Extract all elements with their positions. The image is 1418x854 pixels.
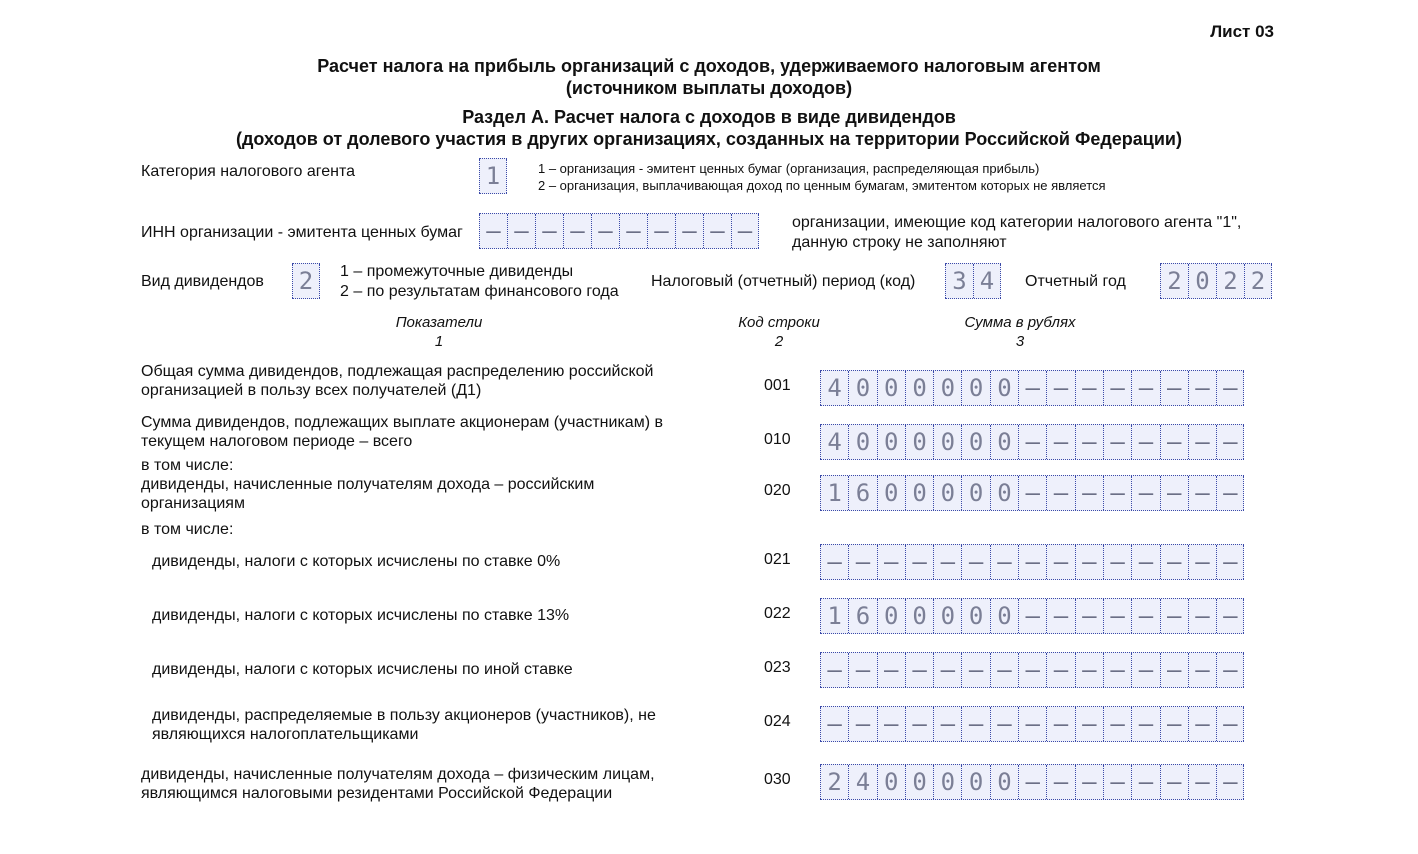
empty-cell: – bbox=[848, 545, 876, 579]
empty-cell: – bbox=[1018, 371, 1046, 405]
dividend-type-option-1: 1 – промежуточные дивиденды bbox=[340, 263, 574, 280]
digit-cell: 2 bbox=[292, 264, 320, 298]
dividend-type-option-2: 2 – по результатам финансового года bbox=[340, 283, 619, 300]
empty-cell: – bbox=[1160, 599, 1188, 633]
empty-cell: – bbox=[1188, 371, 1216, 405]
empty-cell: – bbox=[1018, 765, 1046, 799]
empty-cell: – bbox=[1188, 476, 1216, 510]
empty-cell: – bbox=[1160, 707, 1188, 741]
empty-cell: – bbox=[1103, 545, 1131, 579]
subgroup-prefix: в том числе: bbox=[141, 521, 234, 538]
empty-cell: – bbox=[1103, 599, 1131, 633]
empty-cell: – bbox=[1018, 653, 1046, 687]
empty-cell: – bbox=[877, 545, 905, 579]
form-title-line-1: Расчет налога на прибыль организаций с доходов, удерживаемого налоговым агентом bbox=[317, 56, 1101, 76]
empty-cell: – bbox=[990, 707, 1018, 741]
empty-cell: – bbox=[1018, 476, 1046, 510]
empty-cell: – bbox=[1216, 653, 1244, 687]
row-022-label: дивиденды, налоги с которых исчислены по ставке 13% bbox=[152, 607, 570, 624]
empty-cell: – bbox=[877, 707, 905, 741]
digit-cell: 0 bbox=[990, 425, 1018, 459]
empty-cell: – bbox=[1046, 765, 1074, 799]
dividend-type-field[interactable] bbox=[292, 263, 320, 299]
column-header-line-code: Код строки bbox=[738, 314, 820, 331]
row-024-code: 024 bbox=[764, 713, 791, 730]
digit-cell: 0 bbox=[877, 765, 905, 799]
empty-cell: – bbox=[1075, 653, 1103, 687]
empty-cell: – bbox=[1216, 707, 1244, 741]
sheet-label: Лист 03 bbox=[1210, 22, 1274, 41]
digit-cell: 0 bbox=[990, 599, 1018, 633]
empty-cell: – bbox=[1103, 707, 1131, 741]
row-024-amount-field[interactable] bbox=[820, 706, 1244, 742]
empty-cell: – bbox=[1075, 599, 1103, 633]
row-020-label-line-1: дивиденды, начисленные получателям дохода – российским bbox=[141, 476, 595, 493]
empty-cell: – bbox=[1018, 599, 1046, 633]
digit-cell: 0 bbox=[990, 476, 1018, 510]
digit-cell: 0 bbox=[961, 425, 989, 459]
digit-cell: 0 bbox=[961, 476, 989, 510]
digit-cell: 0 bbox=[961, 371, 989, 405]
inn-note-line-1: организации, имеющие код категории налогового агента "1", bbox=[792, 214, 1242, 231]
digit-cell: 6 bbox=[848, 476, 876, 510]
row-024-label-line-2: являющихся налогоплательщиками bbox=[152, 726, 419, 743]
empty-cell: – bbox=[1188, 599, 1216, 633]
digit-cell: 4 bbox=[820, 425, 848, 459]
row-020-prefix: в том числе: bbox=[141, 457, 234, 474]
inn-label: ИНН организации - эмитента ценных бумаг bbox=[141, 224, 463, 241]
row-021-label: дивиденды, налоги с которых исчислены по ставке 0% bbox=[152, 553, 561, 570]
empty-cell: – bbox=[990, 653, 1018, 687]
row-030-label-line-1: дивиденды, начисленные получателям дохода – физическим лицам, bbox=[141, 766, 655, 783]
empty-cell: – bbox=[647, 214, 675, 248]
empty-cell: – bbox=[1018, 545, 1046, 579]
empty-cell: – bbox=[1160, 653, 1188, 687]
empty-cell: – bbox=[535, 214, 563, 248]
empty-cell: – bbox=[1216, 545, 1244, 579]
empty-cell: – bbox=[1131, 371, 1159, 405]
empty-cell: – bbox=[848, 707, 876, 741]
empty-cell: – bbox=[961, 653, 989, 687]
empty-cell: – bbox=[1046, 545, 1074, 579]
row-023-amount-field[interactable] bbox=[820, 652, 1244, 688]
empty-cell: – bbox=[1075, 371, 1103, 405]
column-header-indicators-num: 1 bbox=[434, 333, 444, 350]
digit-cell: 0 bbox=[848, 371, 876, 405]
empty-cell: – bbox=[1103, 476, 1131, 510]
agent-category-label: Категория налогового агента bbox=[141, 163, 355, 180]
empty-cell: – bbox=[619, 214, 647, 248]
row-030-amount-field[interactable] bbox=[820, 764, 1244, 800]
empty-cell: – bbox=[1046, 653, 1074, 687]
agent-category-option-2: 2 – организация, выплачивающая доход по ценным бумагам, эмитентом которых не является bbox=[538, 178, 1106, 193]
digit-cell: 2 bbox=[820, 765, 848, 799]
row-023-label: дивиденды, налоги с которых исчислены по иной ставке bbox=[152, 661, 573, 678]
empty-cell: – bbox=[877, 653, 905, 687]
empty-cell: – bbox=[1216, 599, 1244, 633]
digit-cell: 0 bbox=[990, 765, 1018, 799]
digit-cell: 2 bbox=[1160, 264, 1188, 298]
empty-cell: – bbox=[1188, 545, 1216, 579]
empty-cell: – bbox=[848, 653, 876, 687]
empty-cell: – bbox=[933, 545, 961, 579]
empty-cell: – bbox=[479, 214, 507, 248]
empty-cell: – bbox=[1075, 707, 1103, 741]
digit-cell: 0 bbox=[933, 599, 961, 633]
digit-cell: 0 bbox=[877, 476, 905, 510]
row-022-amount-field[interactable] bbox=[820, 598, 1244, 634]
empty-cell: – bbox=[1103, 425, 1131, 459]
empty-cell: – bbox=[591, 214, 619, 248]
column-header-amount-num: 3 bbox=[1015, 333, 1025, 350]
empty-cell: – bbox=[1188, 707, 1216, 741]
column-header-indicators: Показатели bbox=[395, 314, 483, 331]
digit-cell: 1 bbox=[479, 159, 507, 193]
empty-cell: – bbox=[905, 707, 933, 741]
row-020-amount-field[interactable] bbox=[820, 475, 1244, 511]
row-030-code: 030 bbox=[764, 771, 791, 788]
form-title-line-2: (источником выплаты доходов) bbox=[565, 78, 853, 98]
digit-cell: 0 bbox=[905, 425, 933, 459]
empty-cell: – bbox=[961, 545, 989, 579]
empty-cell: – bbox=[507, 214, 535, 248]
digit-cell: 0 bbox=[877, 371, 905, 405]
empty-cell: – bbox=[1046, 425, 1074, 459]
empty-cell: – bbox=[1046, 707, 1074, 741]
digit-cell: 0 bbox=[905, 476, 933, 510]
empty-cell: – bbox=[1046, 371, 1074, 405]
section-title-line-2: (доходов от долевого участия в других организациях, созданных на территории Российской Федерации) bbox=[236, 129, 1182, 149]
row-001-amount-field[interactable] bbox=[820, 370, 1244, 406]
digit-cell: 0 bbox=[848, 425, 876, 459]
empty-cell: – bbox=[1075, 545, 1103, 579]
empty-cell: – bbox=[1188, 425, 1216, 459]
row-020-code: 020 bbox=[764, 482, 791, 499]
row-022-code: 022 bbox=[764, 605, 791, 622]
empty-cell: – bbox=[1046, 476, 1074, 510]
empty-cell: – bbox=[1046, 599, 1074, 633]
empty-cell: – bbox=[961, 707, 989, 741]
empty-cell: – bbox=[1188, 653, 1216, 687]
empty-cell: – bbox=[1103, 765, 1131, 799]
digit-cell: 0 bbox=[933, 476, 961, 510]
report-year-label: Отчетный год bbox=[1025, 273, 1126, 290]
empty-cell: – bbox=[1018, 425, 1046, 459]
digit-cell: 0 bbox=[990, 371, 1018, 405]
empty-cell: – bbox=[1160, 425, 1188, 459]
column-header-amount: Сумма в рублях bbox=[964, 314, 1076, 331]
digit-cell: 0 bbox=[933, 371, 961, 405]
digit-cell: 0 bbox=[877, 425, 905, 459]
row-010-label-line-1: Сумма дивидендов, подлежащих выплате акционерам (участникам) в bbox=[141, 414, 663, 431]
row-010-label-line-2: текущем налоговом периоде – всего bbox=[141, 433, 413, 450]
report-year-field[interactable] bbox=[1160, 263, 1272, 299]
row-021-code: 021 bbox=[764, 551, 791, 568]
row-024-label-line-1: дивиденды, распределяемые в пользу акционеров (участников), не bbox=[152, 707, 656, 724]
empty-cell: – bbox=[1216, 425, 1244, 459]
digit-cell: 0 bbox=[905, 371, 933, 405]
empty-cell: – bbox=[1160, 765, 1188, 799]
empty-cell: – bbox=[1103, 653, 1131, 687]
empty-cell: – bbox=[933, 653, 961, 687]
empty-cell: – bbox=[990, 545, 1018, 579]
empty-cell: – bbox=[1160, 476, 1188, 510]
digit-cell: 4 bbox=[820, 371, 848, 405]
empty-cell: – bbox=[1131, 765, 1159, 799]
row-010-code: 010 bbox=[764, 431, 791, 448]
empty-cell: – bbox=[933, 707, 961, 741]
agent-category-field[interactable] bbox=[479, 158, 507, 194]
digit-cell: 0 bbox=[877, 599, 905, 633]
empty-cell: – bbox=[1075, 476, 1103, 510]
digit-cell: 1 bbox=[820, 599, 848, 633]
empty-cell: – bbox=[1131, 653, 1159, 687]
empty-cell: – bbox=[820, 707, 848, 741]
digit-cell: 0 bbox=[905, 765, 933, 799]
empty-cell: – bbox=[1160, 371, 1188, 405]
empty-cell: – bbox=[1131, 425, 1159, 459]
digit-cell: 6 bbox=[848, 599, 876, 633]
row-001-label-line-1: Общая сумма дивидендов, подлежащая распределению российской bbox=[141, 363, 654, 380]
empty-cell: – bbox=[905, 545, 933, 579]
empty-cell: – bbox=[1131, 545, 1159, 579]
row-021-amount-field[interactable] bbox=[820, 544, 1244, 580]
digit-cell: 0 bbox=[933, 425, 961, 459]
empty-cell: – bbox=[1018, 707, 1046, 741]
row-023-code: 023 bbox=[764, 659, 791, 676]
agent-category-option-1: 1 – организация - эмитент ценных бумаг (организация, распределяющая прибыль) bbox=[538, 161, 1040, 176]
empty-cell: – bbox=[1131, 476, 1159, 510]
empty-cell: – bbox=[820, 653, 848, 687]
inn-field[interactable] bbox=[479, 213, 759, 249]
digit-cell: 1 bbox=[820, 476, 848, 510]
inn-note-line-2: данную строку не заполняют bbox=[792, 234, 1007, 251]
row-010-amount-field[interactable] bbox=[820, 424, 1244, 460]
empty-cell: – bbox=[675, 214, 703, 248]
empty-cell: – bbox=[905, 653, 933, 687]
empty-cell: – bbox=[1075, 425, 1103, 459]
digit-cell: 4 bbox=[848, 765, 876, 799]
empty-cell: – bbox=[1216, 765, 1244, 799]
empty-cell: – bbox=[1216, 371, 1244, 405]
empty-cell: – bbox=[1075, 765, 1103, 799]
digit-cell: 2 bbox=[1216, 264, 1244, 298]
row-001-label-line-2: организацией в пользу всех получателей (Д1) bbox=[141, 382, 482, 399]
digit-cell: 0 bbox=[961, 599, 989, 633]
digit-cell: 0 bbox=[961, 765, 989, 799]
empty-cell: – bbox=[1216, 476, 1244, 510]
column-header-line-code-num: 2 bbox=[774, 333, 784, 350]
tax-period-label: Налоговый (отчетный) период (код) bbox=[651, 273, 916, 290]
digit-cell: 0 bbox=[933, 765, 961, 799]
digit-cell: 0 bbox=[1188, 264, 1216, 298]
row-001-code: 001 bbox=[764, 377, 791, 394]
digit-cell: 2 bbox=[1244, 264, 1272, 298]
empty-cell: – bbox=[1160, 545, 1188, 579]
section-title-line-1: Раздел А. Расчет налога с доходов в виде дивидендов bbox=[462, 107, 956, 127]
empty-cell: – bbox=[820, 545, 848, 579]
empty-cell: – bbox=[1131, 707, 1159, 741]
digit-cell: 3 bbox=[945, 264, 973, 298]
row-020-label-line-2: организациям bbox=[141, 495, 245, 512]
empty-cell: – bbox=[563, 214, 591, 248]
digit-cell: 0 bbox=[905, 599, 933, 633]
tax-period-field[interactable] bbox=[945, 263, 1001, 299]
dividend-type-label: Вид дивидендов bbox=[141, 273, 264, 290]
empty-cell: – bbox=[703, 214, 731, 248]
empty-cell: – bbox=[1188, 765, 1216, 799]
digit-cell: 4 bbox=[973, 264, 1001, 298]
empty-cell: – bbox=[731, 214, 759, 248]
row-030-label-line-2: являющимся налоговыми резидентами Российской Федерации bbox=[141, 785, 613, 802]
empty-cell: – bbox=[1131, 599, 1159, 633]
empty-cell: – bbox=[1103, 371, 1131, 405]
